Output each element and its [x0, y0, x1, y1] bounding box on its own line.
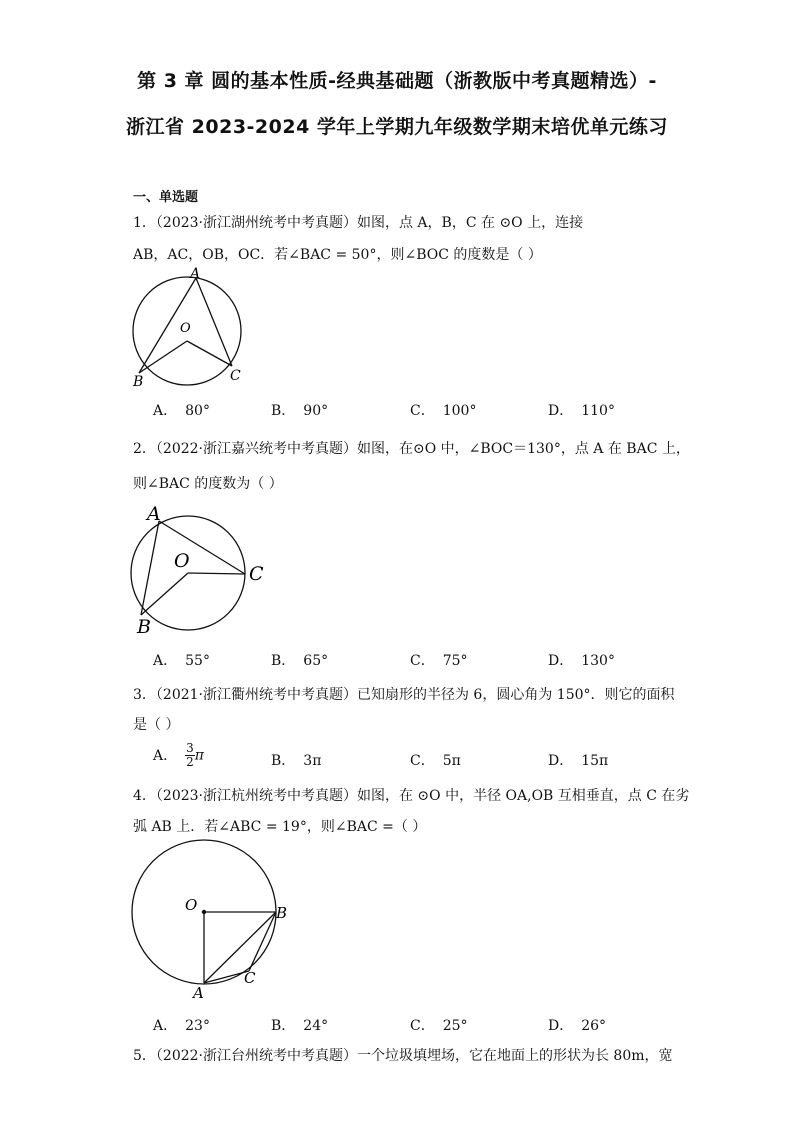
q2-label-a: A [147, 503, 161, 525]
q4-text-line-1: 4．（2023·浙江杭州统考中考真题）如图，在 ⊙O 中，半径 OA,OB 互相垂直，点 C 在劣 [133, 788, 690, 804]
q1-figure [128, 268, 258, 390]
q4-chord-bc [249, 912, 276, 971]
page-title-line-2: 浙江省 2023-2024 学年上学期九年级数学期末培优单元练习 [126, 116, 668, 138]
q1-text-line-2: AB，AC，OB，OC．若∠BAC = 50°，则∠BOC 的度数是（ ） [133, 247, 542, 263]
q1-label-b: B [133, 374, 144, 390]
q3-option-c[interactable]: C． 5π [410, 753, 461, 769]
q2-option-d[interactable]: D． 130° [548, 653, 615, 669]
q1-option-b[interactable]: B． 90° [271, 403, 329, 419]
q1-label-a: A [190, 266, 201, 282]
q4-center-dot [202, 910, 206, 914]
q2-option-b[interactable]: B． 65° [271, 653, 329, 669]
q1-option-d[interactable]: D． 110° [548, 403, 615, 419]
q1-label-c: C [230, 368, 241, 384]
q3-text-line-1: 3．（2021·浙江衢州统考中考真题）已知扇形的半径为 6，圆心角为 150°．则它的面积 [133, 687, 675, 703]
q1-radius-oc [187, 341, 232, 366]
q4-label-b: B [276, 904, 288, 922]
q4-label-a: A [193, 984, 204, 1002]
q4-chord-ab [204, 912, 276, 983]
q4-option-d[interactable]: D． 26° [548, 1018, 607, 1034]
q4-text-line-2: 弧 AB 上．若∠ABC = 19°，则∠BAC =（ ） [133, 819, 427, 835]
q2-option-a[interactable]: A． 55° [153, 653, 210, 669]
q2-option-c[interactable]: C． 75° [410, 653, 468, 669]
q4-option-a[interactable]: A． 23° [153, 1018, 210, 1034]
q3-option-a-fraction: $\frac{3}{2}$ [186, 741, 194, 769]
q1-text-line-1: 1．（2023·浙江湖州统考中考真题）如图，点 A，B，C 在 ⊙O 上，连接 [133, 215, 584, 231]
q1-option-c[interactable]: C． 100° [410, 403, 477, 419]
section-heading: 一、单选题 [133, 190, 199, 205]
q2-radius-oc [188, 573, 245, 574]
q1-label-o: O [180, 321, 191, 336]
q4-label-o: O [185, 896, 198, 914]
q1-radius-ob [139, 341, 187, 373]
q2-text-line-2: 则∠BAC 的度数为（ ） [133, 476, 283, 492]
q2-label-o: O [174, 550, 190, 572]
q3-option-b[interactable]: B． 3π [271, 753, 322, 769]
q4-option-c[interactable]: C． 25° [410, 1018, 468, 1034]
q2-label-b: B [137, 616, 151, 638]
q5-text-line-1: 5．（2022·浙江台州统考中考真题）一个垃圾填埋场，它在地面上的形状为长 80m，宽 [133, 1048, 673, 1064]
q2-text-line-1: 2．（2022·浙江嘉兴统考中考真题）如图，在⊙O 中，∠BOC＝130°，点 A 在 BAC 上， [133, 441, 690, 457]
q4-label-c: C [244, 969, 256, 987]
q1-option-a[interactable]: A． 80° [153, 403, 210, 419]
q2-chord-ac [159, 521, 245, 574]
q3-option-d[interactable]: D． 15π [548, 753, 609, 769]
q1-chord-ac [196, 278, 232, 366]
q4-figure [128, 840, 298, 1005]
q3-text-line-2: 是（ ） [133, 717, 180, 733]
q2-label-c: C [249, 563, 264, 585]
q2-figure [130, 500, 270, 638]
q4-option-b[interactable]: B． 24° [271, 1018, 329, 1034]
page-title-line-1: 第 3 章 圆的基本性质-经典基础题（浙教版中考真题精选）- [137, 70, 657, 92]
q3-option-a[interactable]: A． $\frac{3}{2}$ π [153, 741, 204, 769]
